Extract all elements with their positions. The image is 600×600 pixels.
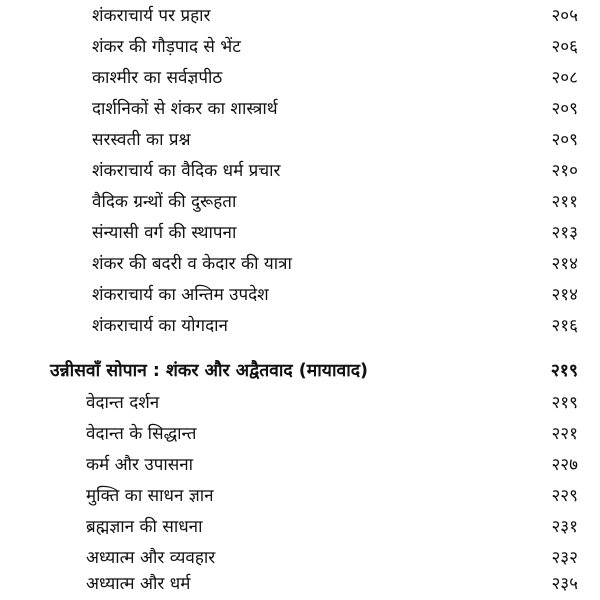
toc-entry-page: २११ (551, 192, 578, 212)
toc-entry-title: सरस्वती का प्रश्न (92, 130, 191, 150)
toc-entry-page: २१६ (551, 316, 578, 336)
toc-entry-title: वैदिक ग्रन्थों की दुरूहता (92, 192, 237, 212)
toc-entry-title: संन्यासी वर्ग की स्थापना (92, 223, 237, 243)
toc-entry-title: कर्म और उपासना (86, 455, 194, 475)
toc-entry (0, 449, 600, 481)
toc-entry-page: २२७ (551, 455, 578, 475)
toc-entry-title: शंकराचार्य का योगदान (92, 316, 228, 336)
toc-entry-title: शंकराचार्य पर प्रहार (92, 6, 211, 26)
toc-entry-page: २१४ (551, 285, 578, 305)
toc-entry (0, 511, 600, 543)
toc-entry-page: २३५ (551, 574, 578, 594)
toc-entry (0, 387, 600, 419)
chapter-heading (0, 355, 600, 387)
toc-entry-title: शंकर की बदरी व केदार की यात्रा (92, 254, 292, 274)
toc-entry-title: दार्शनिकों से शंकर का शास्त्रार्थ (92, 99, 278, 119)
toc-entry-page: २०६ (551, 37, 578, 57)
toc-entry-page: २३१ (551, 517, 578, 537)
toc-entry (0, 155, 600, 187)
toc-entry-page: २०८ (551, 68, 578, 88)
toc-entry (0, 62, 600, 94)
toc-entry-title: अध्यात्म और धर्म (86, 574, 191, 594)
toc-entry-page: २१० (551, 161, 578, 181)
toc-entry (0, 248, 600, 280)
toc-entry-page: २०९ (551, 99, 578, 119)
toc-entry-page: २०९ (551, 130, 578, 150)
toc-entry (0, 124, 600, 156)
toc-entry-page: २१३ (551, 223, 578, 243)
toc-entry (0, 568, 600, 600)
toc-entry-title: अध्यात्म और व्यवहार (86, 548, 216, 568)
toc-entry (0, 93, 600, 125)
toc-entry-page: २३२ (551, 548, 578, 568)
toc-entry-page: २०५ (551, 6, 578, 26)
chapter-heading-title: उन्नीसवाँ सोपान : शंकर और अद्वैतवाद (मायावाद) (50, 361, 369, 381)
toc-entry-title: काश्मीर का सर्वज्ञपीठ (92, 68, 223, 88)
toc-entry (0, 418, 600, 450)
toc-entry-title: शंकर की गौड़पाद से भेंट (92, 37, 241, 57)
toc-entry-page: २१४ (551, 254, 578, 274)
toc-entry (0, 217, 600, 249)
toc-entry (0, 310, 600, 342)
toc-entry-title: शंकराचार्य का अन्तिम उपदेश (92, 285, 269, 305)
chapter-heading-page: २१९ (550, 361, 578, 381)
toc-entry-title: शंकराचार्य का वैदिक धर्म प्रचार (92, 161, 281, 181)
toc-entry-title: वेदान्त के सिद्धान्त (86, 424, 197, 444)
toc-entry-title: मुक्ति का साधन ज्ञान (86, 486, 214, 506)
toc-entry-title: वेदान्त दर्शन (86, 393, 160, 413)
toc-entry (0, 279, 600, 311)
toc-entry (0, 480, 600, 512)
toc-entry (0, 186, 600, 218)
toc-entry (0, 31, 600, 63)
toc-entry (0, 0, 600, 32)
toc-entry-page: २२९ (551, 486, 578, 506)
toc-entry-page: २२१ (551, 424, 578, 444)
toc-entry-title: ब्रह्मज्ञान की साधना (86, 517, 203, 537)
toc-entry-page: २१९ (551, 393, 578, 413)
